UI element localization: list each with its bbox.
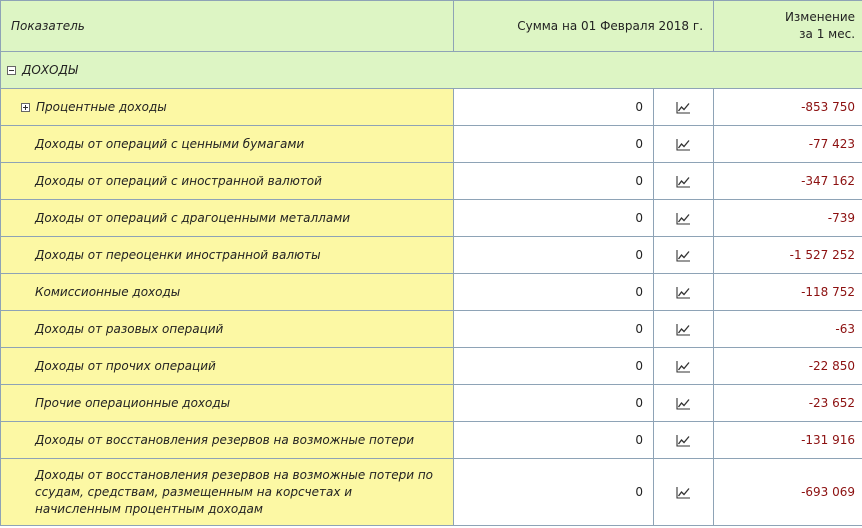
row-name-cell bbox=[1, 422, 454, 459]
row-name-cell bbox=[1, 385, 454, 422]
table-row bbox=[1, 348, 862, 385]
row-value: 0 bbox=[454, 311, 654, 348]
row-value: 0 bbox=[454, 163, 654, 200]
row-name: Доходы от восстановления резервов на возможные потери по ссудам, средствам, размещенным на корсчетах и начисленным процентным доходам bbox=[35, 467, 434, 516]
row-value: 0 bbox=[454, 385, 654, 422]
row-name: Доходы от операций с драгоценными металлами bbox=[35, 211, 351, 225]
row-change: -347 162 bbox=[714, 163, 862, 200]
row-change: -1 527 252 bbox=[714, 237, 862, 274]
line-chart-icon[interactable] bbox=[676, 322, 691, 336]
table-row bbox=[1, 385, 862, 422]
row-chart-cell bbox=[654, 274, 714, 311]
row-value: 0 bbox=[454, 348, 654, 385]
row-value: 0 bbox=[454, 274, 654, 311]
row-chart-cell bbox=[654, 237, 714, 274]
row-name: Прочие операционные доходы bbox=[35, 396, 231, 410]
row-change: -739 bbox=[714, 200, 862, 237]
header-indicator[interactable]: Показатель bbox=[1, 1, 454, 52]
line-chart-icon[interactable] bbox=[676, 137, 691, 151]
table-row bbox=[1, 422, 862, 459]
row-name-cell bbox=[1, 274, 454, 311]
table-row bbox=[1, 237, 862, 274]
section-title: ДОХОДЫ bbox=[22, 63, 78, 77]
row-chart-cell bbox=[654, 311, 714, 348]
header-change[interactable] bbox=[714, 1, 862, 52]
section-cell bbox=[1, 52, 862, 89]
header-change-line1: Изменение bbox=[784, 10, 856, 24]
row-chart-cell bbox=[654, 459, 714, 526]
table-row bbox=[1, 459, 862, 526]
line-chart-icon[interactable] bbox=[676, 248, 691, 262]
table-row bbox=[1, 89, 862, 126]
row-change: -23 652 bbox=[714, 385, 862, 422]
table-row bbox=[1, 163, 862, 200]
expand-icon[interactable] bbox=[21, 103, 30, 112]
row-change: -853 750 bbox=[714, 89, 862, 126]
row-name-cell bbox=[1, 237, 454, 274]
row-change: -63 bbox=[714, 311, 862, 348]
line-chart-icon[interactable] bbox=[676, 174, 691, 188]
row-change: -118 752 bbox=[714, 274, 862, 311]
row-name-cell bbox=[1, 311, 454, 348]
row-value: 0 bbox=[454, 200, 654, 237]
header-sum[interactable]: Сумма на 01 Февраля 2018 г. bbox=[454, 1, 714, 52]
row-name: Доходы от разовых операций bbox=[35, 322, 224, 336]
row-value: 0 bbox=[454, 422, 654, 459]
row-name-cell bbox=[1, 163, 454, 200]
collapse-icon[interactable] bbox=[7, 66, 16, 75]
row-value: 0 bbox=[454, 89, 654, 126]
line-chart-icon[interactable] bbox=[676, 211, 691, 225]
row-chart-cell bbox=[654, 385, 714, 422]
line-chart-icon[interactable] bbox=[676, 359, 691, 373]
row-chart-cell bbox=[654, 163, 714, 200]
row-name: Доходы от операций с ценными бумагами bbox=[35, 137, 305, 151]
row-chart-cell bbox=[654, 200, 714, 237]
row-change: -693 069 bbox=[714, 459, 862, 526]
row-value: 0 bbox=[454, 459, 654, 526]
table-row bbox=[1, 311, 862, 348]
row-name[interactable]: Процентные доходы bbox=[36, 100, 167, 114]
row-name: Комиссионные доходы bbox=[35, 285, 181, 299]
table-row bbox=[1, 126, 862, 163]
line-chart-icon[interactable] bbox=[676, 485, 691, 499]
row-chart-cell bbox=[654, 89, 714, 126]
table-header bbox=[1, 1, 862, 52]
row-value: 0 bbox=[454, 126, 654, 163]
row-chart-cell bbox=[654, 422, 714, 459]
row-name-cell bbox=[1, 126, 454, 163]
section-row-income bbox=[1, 52, 862, 89]
row-chart-cell bbox=[654, 126, 714, 163]
table-body bbox=[1, 89, 862, 526]
row-name-cell bbox=[1, 200, 454, 237]
row-name: Доходы от операций с иностранной валютой bbox=[35, 174, 322, 188]
row-name-cell bbox=[1, 89, 454, 126]
line-chart-icon[interactable] bbox=[676, 396, 691, 410]
row-name-cell bbox=[1, 459, 454, 526]
row-name: Доходы от прочих операций bbox=[35, 359, 216, 373]
table-row bbox=[1, 200, 862, 237]
line-chart-icon[interactable] bbox=[676, 433, 691, 447]
line-chart-icon[interactable] bbox=[676, 285, 691, 299]
row-chart-cell bbox=[654, 348, 714, 385]
row-name: Доходы от переоценки иностранной валюты bbox=[35, 248, 321, 262]
row-change: -131 916 bbox=[714, 422, 862, 459]
row-value: 0 bbox=[454, 237, 654, 274]
row-name: Доходы от восстановления резервов на возможные потери bbox=[35, 433, 415, 447]
row-change: -77 423 bbox=[714, 126, 862, 163]
row-name-cell bbox=[1, 348, 454, 385]
header-change-line2: за 1 мес. bbox=[799, 27, 856, 41]
row-change: -22 850 bbox=[714, 348, 862, 385]
table-row bbox=[1, 274, 862, 311]
line-chart-icon[interactable] bbox=[676, 100, 691, 114]
